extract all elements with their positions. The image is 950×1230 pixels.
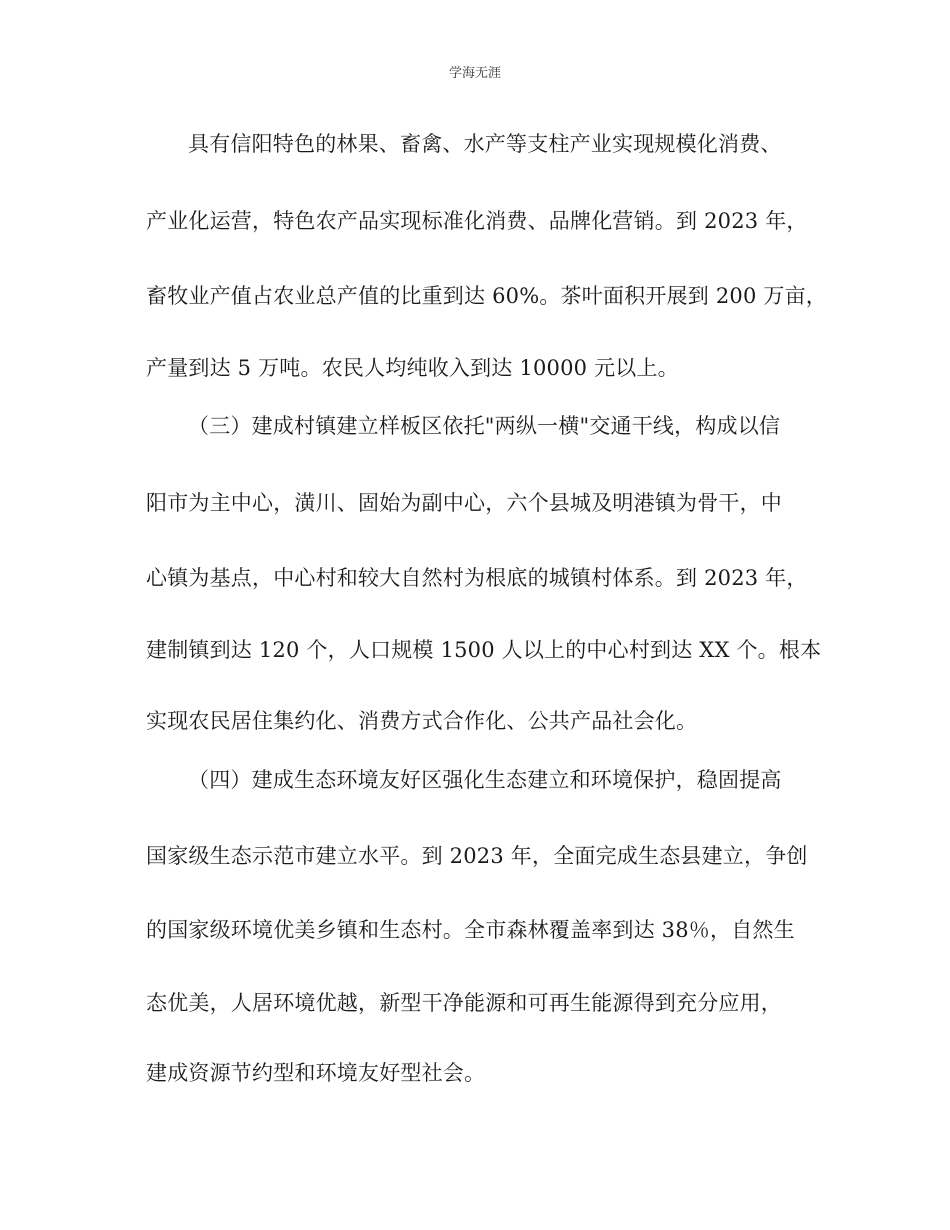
text-line: （四）建成生态环境友好区强化生态建立和环境保护，稳固提高 — [188, 768, 782, 792]
text-line: 建制镇到达 120 个，人口规模 1500 人以上的中心村到达 XX 个。根本 — [146, 638, 822, 662]
text-line: 阳市为主中心，潢川、固始为副中心，六个县城及明港镇为骨干，中 — [146, 491, 782, 515]
page-header: 学海无涯 — [448, 66, 501, 81]
text-line: （三）建成村镇建立样板区依托"两纵一横"交通干线，构成以信 — [188, 414, 781, 438]
text-line: 具有信阳特色的林果、畜禽、水产等支柱产业实现规模化消费、 — [188, 132, 782, 156]
text-line: 产量到达 5 万吨。农民人均纯收入到达 10000 元以上。 — [146, 356, 679, 380]
text-line: 产业化运营，特色农产品实现标准化消费、品牌化营销。到 2023 年， — [146, 209, 808, 233]
text-line: 的国家级环境优美乡镇和生态村。全市森林覆盖率到达 38％，自然生 — [146, 918, 795, 942]
text-line: 畜牧业产值占农业总产值的比重到达 60%。茶叶面积开展到 200 万亩， — [146, 284, 827, 308]
text-line: 态优美，人居环境优越，新型干净能源和可再生能源得到充分应用， — [146, 991, 782, 1015]
text-line: 建成资源节约型和环境友好型社会。 — [146, 1061, 486, 1085]
text-line: 国家级生态示范市建立水平。到 2023 年，全面完成生态县建立，争创 — [146, 844, 808, 868]
text-line: 实现农民居住集约化、消费方式合作化、公共产品社会化。 — [146, 709, 698, 733]
text-line: 心镇为基点，中心村和较大自然村为根底的城镇村体系。到 2023 年， — [146, 566, 808, 590]
